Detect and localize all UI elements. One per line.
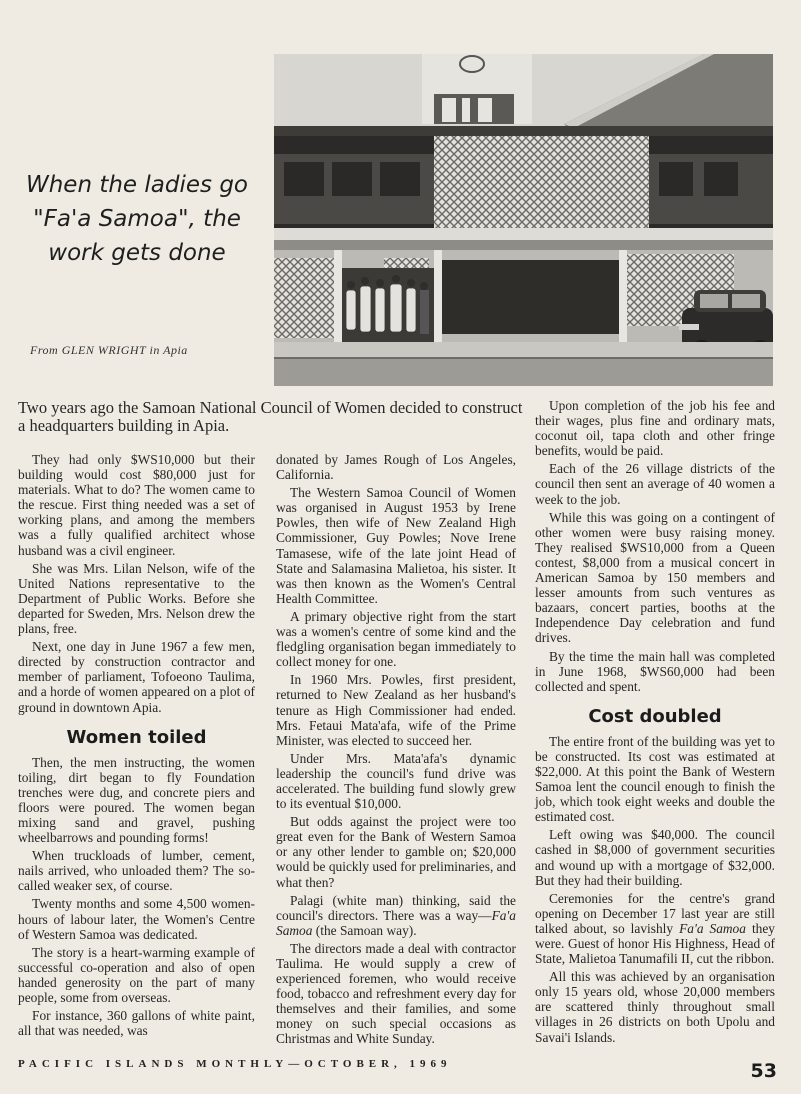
emphasis: Fa'a Samoa <box>276 907 516 938</box>
paragraph: A primary objective right from the start was a women's centre of some kind and the fledgling organisation began immediately to collect money for one. <box>276 608 516 670</box>
paragraph: Upon completion of the job his fee and their wages, plus fine and ordinary mats, coconut oil, tapa cloth and other fringe benefits, would be paid. <box>535 398 775 459</box>
paragraph: She was Mrs. Lilan Nelson, wife of the United Nations representative to the Department of Public Works. Before she departed for Sweden, Mrs. Nelson drew the plans, free. <box>18 560 255 637</box>
paragraph: Then, the men instructing, the women toiling, dirt began to fly Foundation trenches were dug, and concrete piers and floors were poured. The women began mixing sand and gravel, pushing wheelbarrows and pounding forms! <box>18 754 255 846</box>
paragraph: When truckloads of lumber, cement, nails arrived, who unloaded them? The so-called weaker sex, of course. <box>18 848 255 894</box>
paragraph: Left owing was $40,000. The council cashed in $8,000 of government securities and wound up with a mortgage of $32,000. But they had their building. <box>535 827 775 888</box>
paragraph: The directors made a deal with contractor Taulima. He would supply a crew of experienced foremen, who would receive food, tobacco and refreshment every day for themselves and their families, and some money on such special occasions as Christmas and White Sunday. <box>276 940 516 1047</box>
page-number: 53 <box>750 1060 777 1082</box>
text-run: Ceremonies for the centre's grand opening on December 17 last year are still talked about, so lavishly <box>535 890 775 936</box>
paragraph: While this was going on a contingent of other women were busy raising money. They realised $WS10,000 from a Queen contest, $8,000 from a musical concert in American Samoa by 150 members and lesser amounts from such ventures as bazaars, concert parties, booths at the Independence Day celebration and fund drives. <box>535 509 775 646</box>
text-run: they were. Guest of honor His Highness, Head of State, Malietoa Tanumafili II, cut the ribbon. <box>535 920 775 967</box>
paragraph: For instance, 360 gallons of white paint, all that was needed, was <box>18 1008 255 1039</box>
paragraph: The Western Samoa Council of Women was organised in August 1953 by Irene Powles, then wife of New Zealand High Commissioner, Guy Powles; Nove Irene Tamasese, wife of the late joint Head of State and Salamasina Malietoa, his sister. It was then known as the Women's Central Health Committee. <box>276 485 516 606</box>
paragraph: By the time the main hall was completed in June 1968, $WS60,000 had been collected and spent. <box>535 648 775 694</box>
paragraph: Under Mrs. Mata'afa's dynamic leadership the council's fund drive was accelerated. The building fund slowly grew to its eventual $10,000. <box>276 750 516 812</box>
paragraph: donated by James Rough of Los Angeles, California. <box>276 452 516 483</box>
paragraph: Next, one day in June 1967 a few men, directed by construction contractor and member of parliament, Tofoeono Taulima, and a horde of women appeared on a plot of ground in downtown Apia. <box>18 639 255 715</box>
section-heading: Cost doubled <box>588 705 722 727</box>
text-run: Palagi (white man) thinking, said the council's directors. There was a way— <box>276 892 516 923</box>
paragraph: All this was achieved by an organisation only 15 years old, whose 20,000 members are scattered thinly throughout small villages in 26 districts on both Upolu and Savai'i Islands. <box>535 969 775 1045</box>
paragraph: In 1960 Mrs. Powles, first president, returned to New Zealand as her husband's tenure as High Commissioner had ended. Mrs. Fetaui Mata'afa, wife of the Prime Minister, was elected to succeed her. <box>276 672 516 748</box>
paragraph: The story is a heart-warming example of successful co-operation and also of open handed generosity on the part of many people, some from overseas. <box>18 944 255 1005</box>
building-photo <box>274 54 773 386</box>
article-headline: When the ladies go "Fa'a Samoa", the work gets done <box>25 172 248 266</box>
article-column-2 <box>276 452 516 1050</box>
paragraph: The entire front of the building was yet to be constructed. Its cost was estimated at $22,000. At this point the Bank of Western Samoa lent the council enough to finish the job, which took eight weeks and double the estimated cost. <box>535 733 775 825</box>
byline: From GLEN WRIGHT in Apia <box>30 343 188 357</box>
paragraph: They had only $WS10,000 but their building would cost $80,000 just for materials. What to do? The women came to the rescue. First thing needed was a set of working plans, and among the members was a fully qualified architect whose husband was a civil engineer. <box>18 452 255 558</box>
article-intro: Two years ago the Samoan National Council of Women decided to construct a headquarters building in Apia. <box>18 398 523 435</box>
emphasis: Fa'a Samoa <box>679 920 746 936</box>
section-heading: Women toiled <box>66 726 207 748</box>
paragraph: Each of the 26 village districts of the council then sent an average of 40 women a week to the job. <box>535 461 775 507</box>
paragraph <box>276 893 516 938</box>
article-column-1 <box>18 452 255 1041</box>
paragraph: Twenty months and some 4,500 women-hours of labour later, the Women's Centre of Western Samoa was dedicated. <box>18 896 255 942</box>
paragraph: But odds against the project were too great even for the Bank of Western Samoa or any other lender to gamble on; $20,000 would be quickly used for preliminaries, and what then? <box>276 814 516 890</box>
publication-footer: PACIFIC ISLANDS MONTHLY—OCTOBER, 1969 <box>18 1058 452 1070</box>
text-run: (the Samoan way). <box>312 922 417 938</box>
article-column-3 <box>535 398 775 1048</box>
paragraph <box>535 891 775 966</box>
